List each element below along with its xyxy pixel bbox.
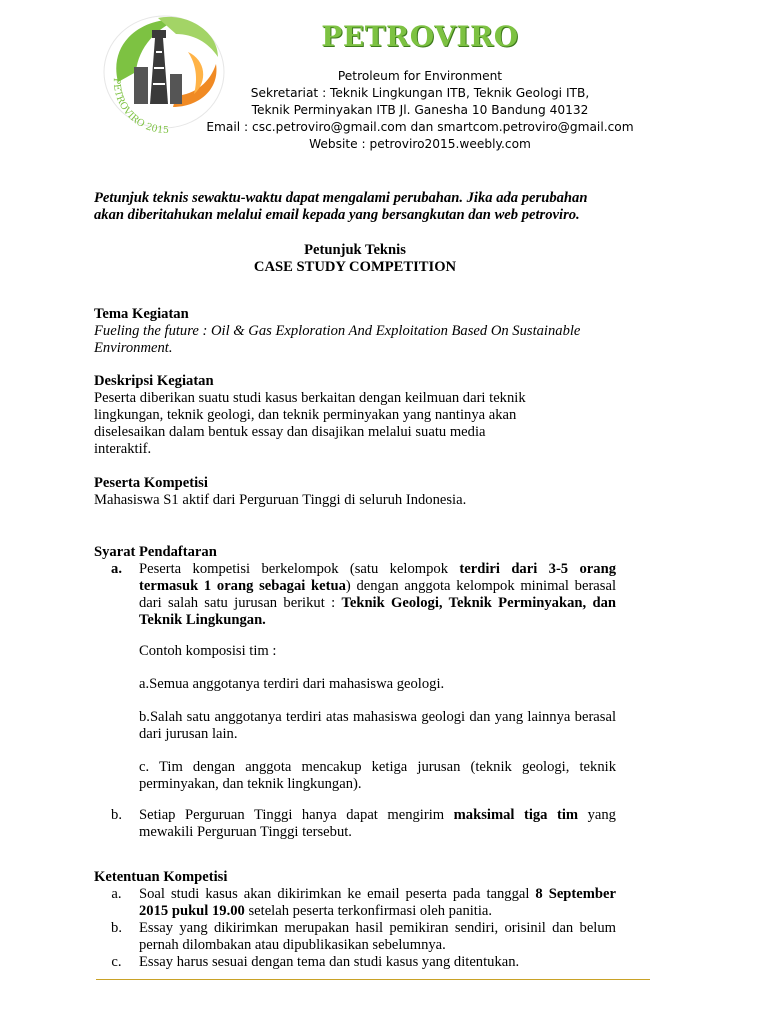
list-marker: a. xyxy=(111,886,122,902)
peserta-heading: Peserta Kompetisi xyxy=(94,475,208,491)
list-item xyxy=(94,954,616,971)
ketentuan-heading: Ketentuan Kompetisi xyxy=(94,869,228,885)
text-run-bold: maksimal tiga tim xyxy=(453,807,579,823)
brand-subtitle: Petroleum for Environment xyxy=(337,69,503,83)
syarat-heading: Syarat Pendaftaran xyxy=(94,544,217,560)
list-item xyxy=(94,920,616,954)
contoh-a: a.Semua anggotanya terdiri dari mahasiswa geologi. xyxy=(139,676,445,692)
logo-text: PETROVIRO 2015 xyxy=(110,77,169,134)
footer-divider xyxy=(96,979,650,980)
ketentuan-item-c: Essay harus sesuai dengan tema dan studi kasus yang ditentukan. xyxy=(139,954,520,970)
contoh-label: Contoh komposisi tim : xyxy=(139,643,277,659)
text-run: Setiap Perguruan Tinggi hanya dapat mengirim xyxy=(139,807,454,823)
list-item xyxy=(94,561,616,629)
text-run: Peserta kompetisi berkelompok (satu kelompok xyxy=(139,561,460,577)
deskripsi-heading: Deskripsi Kegiatan xyxy=(94,373,214,389)
text-run: ) dengan anggota kelompok minimal berasal dari salah satu jurusan berikut : xyxy=(139,578,617,611)
letterhead xyxy=(200,20,640,153)
secretariat-line-1: Sekretariat : Teknik Lingkungan ITB, Teknik Geologi ITB, xyxy=(250,86,590,100)
deskripsi-text: Peserta diberikan suatu studi kasus berkaitan dengan keilmuan dari teknik lingkungan, teknik geologi, dan teknik perminyakan yang nantinya akan diselesaikan dalam bentuk essay dan disajikan melalui suatu media interaktif. xyxy=(94,390,526,457)
tema-text: Fueling the future : Oil & Gas Exploration And Exploitation Based On Sustainable Environment. xyxy=(94,323,581,356)
text-run: setelah peserta terkonfirmasi oleh panitia. xyxy=(244,903,493,919)
doc-title-line-2: CASE STUDY COMPETITION xyxy=(253,259,457,275)
list-marker: b. xyxy=(111,920,122,936)
contoh-b: b.Salah satu anggotanya terdiri atas mahasiswa geologi dan yang lainnya berasal dari jurusan lain. xyxy=(139,709,616,742)
syarat-item-b xyxy=(139,807,616,841)
syarat-item-a xyxy=(139,561,616,629)
document-body xyxy=(94,190,616,971)
doc-title-line-1: Petunjuk Teknis xyxy=(304,242,406,258)
text-run-bold: Teknik Geologi, Teknik Perminyakan, dan Teknik Lingkungan. xyxy=(139,595,616,628)
tema-heading: Tema Kegiatan xyxy=(94,306,189,322)
list-marker: a. xyxy=(111,561,122,577)
contoh-c: c. Tim dengan anggota mencakup ketiga jurusan (teknik geologi, teknik perminyakan, dan teknik lingkungan). xyxy=(139,759,616,792)
list-item xyxy=(94,886,616,920)
notice: Petunjuk teknis sewaktu-waktu dapat mengalami perubahan. Jika ada perubahan akan diberitahukan melalui email kepada yang bersangkutan dan web petroviro. xyxy=(94,190,588,223)
email-line: Email : csc.petroviro@gmail.com dan smartcom.petroviro@gmail.com xyxy=(206,120,634,134)
list-item xyxy=(94,807,616,841)
ketentuan-item-a xyxy=(139,886,616,920)
website-line: Website : petroviro2015.weebly.com xyxy=(309,137,531,151)
text-run: Soal studi kasus akan dikirimkan ke email peserta pada tanggal xyxy=(139,886,536,902)
secretariat-line-2: Teknik Perminyakan ITB Jl. Ganesha 10 Bandung 40132 xyxy=(251,103,589,117)
ketentuan-item-b: Essay yang dikirimkan merupakan hasil pemikiran sendiri, orisinil dan belum pernah dilombakan atau dipublikasikan sebelumnya. xyxy=(139,920,616,953)
brand-title: PETROVIRO xyxy=(321,20,519,53)
text-run-bold: terdiri dari 3-5 orang termasuk 1 orang sebagai ketua xyxy=(139,561,616,594)
text-run-bold: 8 September 2015 pukul 19.00 xyxy=(139,886,616,919)
peserta-text: Mahasiswa S1 aktif dari Perguruan Tinggi di seluruh Indonesia. xyxy=(94,492,467,508)
list-marker: b. xyxy=(111,807,122,823)
list-marker: c. xyxy=(111,954,122,970)
text-run: yang mewakili Perguruan Tinggi tersebut. xyxy=(139,807,616,840)
